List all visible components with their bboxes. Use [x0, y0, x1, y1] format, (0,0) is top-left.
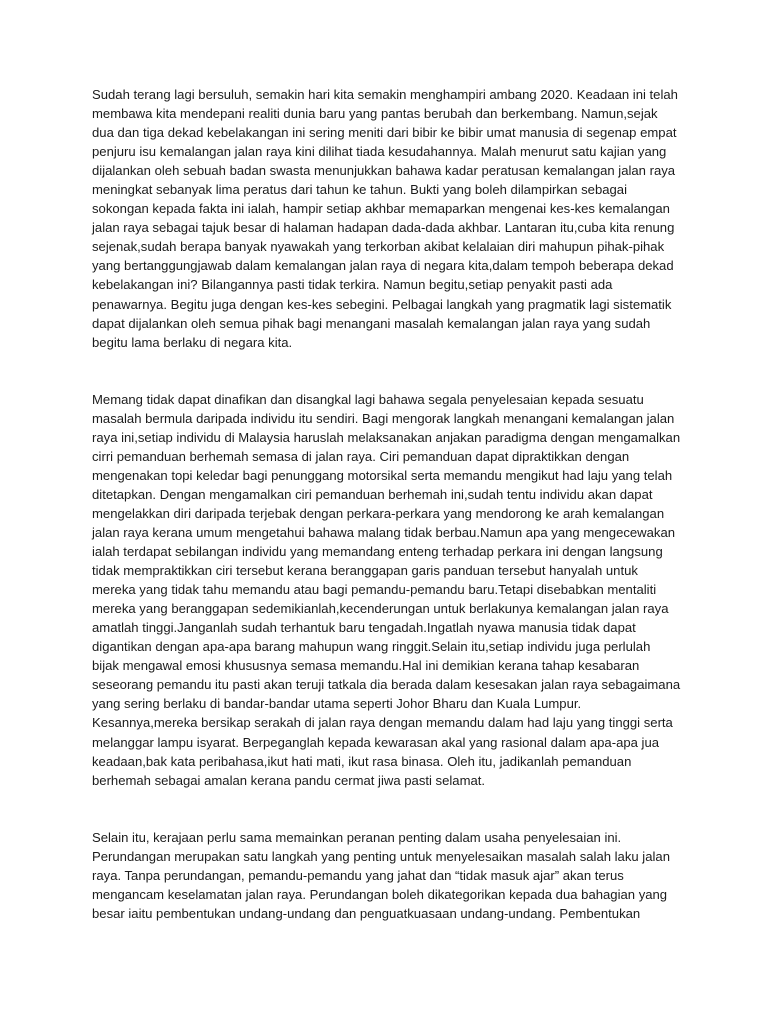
paragraph-individual-responsibility: Memang tidak dapat dinafikan dan disangkal lagi bahawa segala penyelesaian kepada sesuatu masalah bermula daripada individu itu sendiri. Bagi mengorak langkah menangani kemalangan jalan raya ini,setiap individu di Malaysia haruslah melaksanakan anjakan paradigma dengan mengamalkan cirri pemanduan berhemah semasa di jalan raya. Ciri pemanduan dapat dipraktikkan dengan mengenakan topi keledar bagi penunggang motorsikal serta memandu mengikut had laju yang telah ditetapkan. Dengan mengamalkan ciri pemanduan berhemah ini,sudah tentu individu akan dapat mengelakkan diri daripada terjebak dengan perkara-perkara yang mendorong ke arah kemalangan jalan raya kerana umum mengetahui bahawa malang tidak berbau.Namun apa yang mengecewakan ialah terdapat sebilangan individu yang memandang enteng terhadap perkara ini dengan langsung tidak mempraktikkan ciri tersebut kerana beranggapan garis panduan tersebut hanyalah untuk mereka yang tidak tahu memandu atau bagi pemandu-pemandu baru.Tetapi disebabkan mentaliti mereka yang beranggapan sedemikianlah,kecenderungan untuk berlakunya kemalangan jalan raya amatlah tinggi.Janganlah sudah terhantuk baru tengadah.Ingatlah nyawa manusia tidak dapat digantikan dengan apa-apa barang mahupun wang ringgit.Selain itu,setiap individu juga perlulah bijak mengawal emosi khususnya semasa memandu.Hal ini demikian kerana tahap kesabaran seseorang pemandu itu pasti akan teruji tatkala dia berada dalam kesesakan jalan raya sebagaimana yang sering berlaku di bandar-bandar utama seperti Johor Bharu dan Kuala Lumpur. Kesannya,mereka bersikap serakah di jalan raya dengan memandu dalam had laju yang tinggi serta melanggar lampu isyarat. Berpeganglah kepada kewarasan akal yang rasional dalam apa-apa jua keadaan,bak kata peribahasa,ikut hati mati, ikut rasa binasa. Oleh itu, jadikanlah pemanduan berhemah sebagai amalan kerana pandu cermat jiwa pasti selamat.: [92, 391, 681, 788]
paragraph-spacer: [92, 352, 682, 390]
paragraph-government-role: Selain itu, kerajaan perlu sama memainkan peranan penting dalam usaha penyelesaian ini. Perundangan merupakan satu langkah yang penting untuk menyelesaikan masalah salah laku jalan raya. Tanpa perundangan, pemandu-pemandu yang jahat dan “tidak masuk ajar” akan terus mengancam keselamatan jalan raya. Perundangan boleh dikategorikan kepada dua bahagian yang besar iaitu pembentukan undang-undang dan penguatkuasaan undang-undang. Pembentukan: [92, 829, 670, 921]
paragraph-spacer: [92, 790, 682, 828]
paragraph-intro: Sudah terang lagi bersuluh, semakin hari kita semakin menghampiri ambang 2020. Keadaan ini telah membawa kita mendepani realiti dunia baru yang pantas berubah dan berkembang. Namun,sejak dua dan tiga dekad kebelakangan ini sering meniti dari bibir ke bibir umat manusia di segenap empat penjuru isu kemalangan jalan raya kini dilihat tiada kesudahannya. Malah menurut satu kajian yang dijalankan oleh sebuah badan swasta menunjukkan bahawa kadar peratusan kemalangan jalan raya meningkat sebanyak lima peratus dari tahun ke tahun. Bukti yang boleh dilampirkan sebagai sokongan kepada fakta ini ialah, hampir setiap akhbar memaparkan mengenai kes-kes kemalangan jalan raya sebagai tajuk besar di halaman hadapan dada-dada akhbar. Lantaran itu,cuba kita renung sejenak,sudah berapa banyak nyawakah yang terkorban akibat kelalaian diri mahupun pihak-pihak yang bertanggungjawab dalam kemalangan jalan raya di negara kita,dalam tempoh beberapa dekad kebelakangan ini? Bilangannya pasti tidak terkira. Namun begitu,setiap penyakit pasti ada penawarnya. Begitu juga dengan kes-kes sebegini. Pelbagai langkah yang pragmatik lagi sistematik dapat dijalankan oleh semua pihak bagi menangani masalah kemalangan jalan raya yang sudah begitu lama berlaku di negara kita.: [92, 87, 678, 350]
document-body: [92, 85, 682, 923]
